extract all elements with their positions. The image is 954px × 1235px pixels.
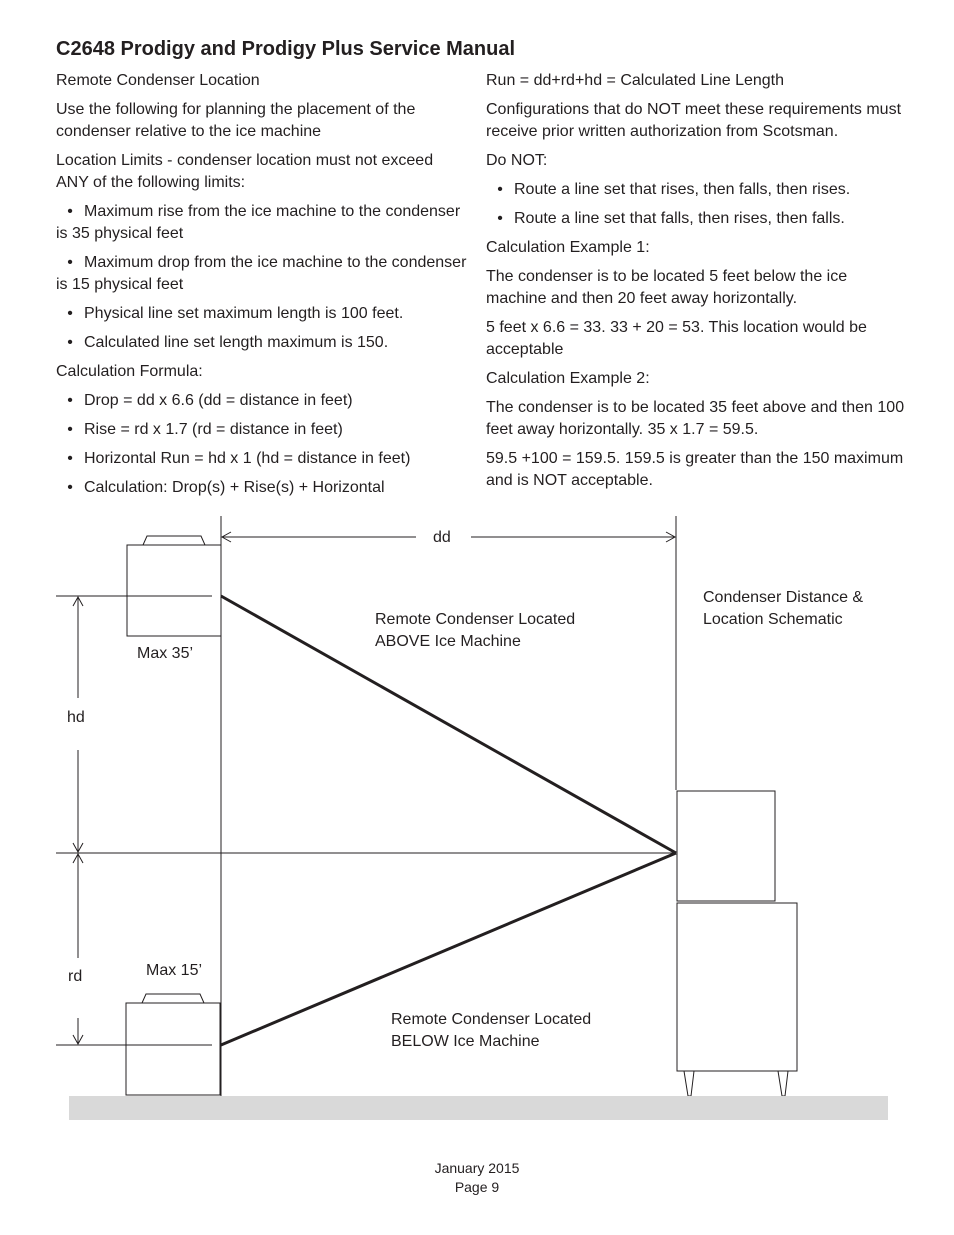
run-formula: Run = dd+rd+hd = Calculated Line Length (486, 72, 785, 89)
ice-machine-bin (677, 903, 797, 1071)
do-not-list (486, 179, 906, 230)
list-item: • Horizontal Run = hd x 1 (hd = distance in feet) (67, 450, 411, 467)
list-item: • Rise = rd x 1.7 (rd = distance in feet) (67, 421, 343, 438)
bin-leg-right (778, 1071, 788, 1096)
list-item: • Maximum rise from the ice machine to the condenser is 35 physical feet (56, 203, 461, 242)
list-item: • Route a line set that rises, then falls, then rises. (497, 181, 851, 198)
page-number: Page 9 (454, 1179, 500, 1195)
rd-label: rd (68, 968, 83, 985)
config-note: Configurations that do NOT meet these requirements must receive prior written authorization from Scotsman. (486, 101, 902, 140)
page-title: C2648 Prodigy and Prodigy Plus Service Manual (56, 38, 516, 60)
condenser-above-fan (143, 536, 205, 545)
right-column (486, 70, 906, 499)
ice-machine-head (677, 791, 775, 901)
example2-result: 59.5 +100 = 159.5. 159.5 is greater than the 150 maximum and is NOT acceptable. (486, 450, 904, 489)
intro-paragraph: Use the following for planning the placement of the condenser relative to the ice machine (56, 101, 416, 140)
example2-heading: Calculation Example 2: (486, 370, 650, 387)
list-item: • Calculation: Drop(s) + Rise(s) + Horizontal (67, 479, 385, 496)
footer-date: January 2015 (434, 1160, 520, 1176)
example1-result: 5 feet x 6.6 = 33. 33 + 20 = 53. This location would be acceptable (486, 319, 867, 358)
example1-heading: Calculation Example 1: (486, 239, 650, 256)
page-footer (0, 1159, 954, 1197)
list-item: • Drop = dd x 6.6 (dd = distance in feet) (67, 392, 353, 409)
list-item: • Calculated line set length maximum is 150. (67, 334, 389, 351)
limits-intro: Location Limits - condenser location must not exceed ANY of the following limits: (56, 152, 434, 191)
below-caption-line1: Remote Condenser Located (391, 1011, 592, 1028)
above-caption-line1: Remote Condenser Located (375, 611, 576, 628)
limits-list (56, 201, 468, 354)
max-below-label: Max 15’ (146, 962, 203, 979)
max-above-label: Max 35’ (137, 645, 194, 662)
above-caption-line2: ABOVE Ice Machine (375, 633, 521, 650)
list-item: • Physical line set maximum length is 100 feet. (67, 305, 404, 322)
floor (69, 1096, 888, 1120)
condenser-below-fan (142, 994, 204, 1003)
condenser-below-box (126, 1003, 220, 1095)
below-caption-line2: BELOW Ice Machine (391, 1033, 540, 1050)
list-item: • Route a line set that falls, then rises, then falls. (497, 210, 845, 227)
dd-label: dd (433, 529, 451, 546)
schematic-caption-line2: Location Schematic (703, 611, 843, 628)
list-item: • Maximum drop from the ice machine to the condenser is 15 physical feet (56, 254, 467, 293)
schematic-caption-line1: Condenser Distance & (703, 589, 864, 606)
condenser-schematic (0, 510, 954, 1130)
section-heading: Remote Condenser Location (56, 72, 260, 89)
formula-heading: Calculation Formula: (56, 363, 203, 380)
hd-label: hd (67, 709, 85, 726)
left-column (56, 70, 468, 506)
example2-text: The condenser is to be located 35 feet above and then 100 feet away horizontally. 35 x 1.7 = 59.5. (486, 399, 905, 438)
formula-list (56, 390, 468, 499)
example1-text: The condenser is to be located 5 feet below the ice machine and then 20 feet away horizontally. (486, 268, 848, 307)
bin-leg-left (684, 1071, 694, 1096)
condenser-above-box (127, 545, 221, 636)
do-not-heading: Do NOT: (486, 152, 548, 169)
